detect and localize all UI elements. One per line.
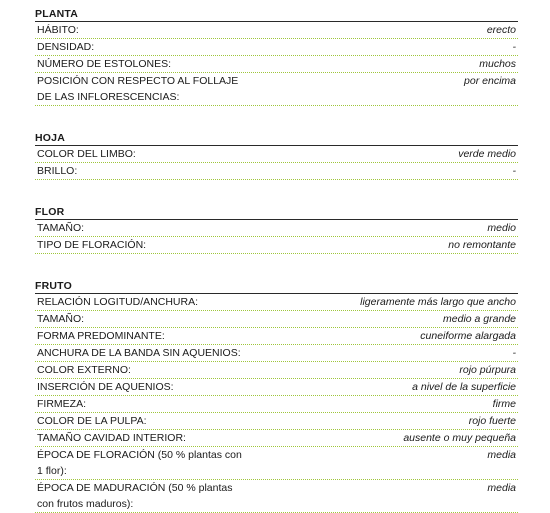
section-hoja xyxy=(35,131,518,180)
table-row xyxy=(35,56,518,73)
row-value: media xyxy=(487,482,516,494)
table-row xyxy=(35,345,518,362)
table-row xyxy=(35,39,518,56)
variety-sheet xyxy=(35,7,518,513)
row-value: medio a grande xyxy=(443,313,516,325)
row-label: TAMAÑO CAVIDAD INTERIOR: xyxy=(37,432,186,444)
row-label: ANCHURA DE LA BANDA SIN AQUENIOS: xyxy=(37,347,241,359)
row-label: COLOR EXTERNO: xyxy=(37,364,131,376)
row-label: FORMA PREDOMINANTE: xyxy=(37,330,165,342)
row-value: media xyxy=(487,449,516,461)
row-label: ÉPOCA DE FLORACIÓN (50 % plantas con 1 flor): xyxy=(37,449,242,477)
row-label: FIRMEZA: xyxy=(37,398,86,410)
row-label: TAMAÑO: xyxy=(37,313,85,325)
table-row xyxy=(35,362,518,379)
table-row xyxy=(35,328,518,345)
row-label: POSICIÓN CON RESPECTO AL FOLLAJE DE LAS INFLORESCENCIAS: xyxy=(37,75,239,103)
table-row xyxy=(35,311,518,328)
section-fruto xyxy=(35,279,518,513)
row-value: verde medio xyxy=(458,148,516,160)
section-flor xyxy=(35,205,518,254)
row-value: - xyxy=(512,165,516,177)
row-value: erecto xyxy=(486,24,516,36)
table-row xyxy=(35,447,518,480)
table-row xyxy=(35,413,518,430)
row-value: - xyxy=(512,41,516,53)
table-row xyxy=(35,379,518,396)
row-value: - xyxy=(512,347,516,359)
row-value: rojo púrpura xyxy=(459,364,516,376)
row-label: BRILLO: xyxy=(37,165,78,177)
row-value: firme xyxy=(492,398,516,410)
section-title: PLANTA xyxy=(35,7,518,22)
row-value: no remontante xyxy=(448,239,516,251)
row-value: medio xyxy=(487,222,516,234)
section-title: HOJA xyxy=(35,131,518,146)
row-value: por encima xyxy=(464,75,516,87)
table-row xyxy=(35,22,518,39)
row-value: muchos xyxy=(479,58,516,70)
row-label: COLOR DE LA PULPA: xyxy=(37,415,147,427)
section-title: FRUTO xyxy=(35,279,518,294)
section-title: FLOR xyxy=(35,205,518,220)
row-value: ligeramente más largo que ancho xyxy=(360,296,516,308)
table-row xyxy=(35,237,518,254)
row-value: ausente o muy pequeña xyxy=(403,432,516,444)
row-label: NÚMERO DE ESTOLONES: xyxy=(37,58,171,70)
row-label: INSERCIÓN DE AQUENIOS: xyxy=(37,381,174,393)
row-label: ÉPOCA DE MADURACIÓN (50 % plantas con frutos maduros): xyxy=(37,482,233,510)
table-row xyxy=(35,163,518,180)
row-label: DENSIDAD: xyxy=(37,41,95,53)
table-row xyxy=(35,146,518,163)
section-planta xyxy=(35,7,518,106)
row-label: RELACIÓN LOGITUD/ANCHURA: xyxy=(37,296,199,308)
row-label: TAMAÑO: xyxy=(37,222,85,234)
table-row xyxy=(35,73,518,106)
row-label: HÁBITO: xyxy=(37,24,79,36)
row-label: COLOR DEL LIMBO: xyxy=(37,148,136,160)
table-row xyxy=(35,294,518,311)
table-row xyxy=(35,430,518,447)
table-row xyxy=(35,396,518,413)
row-value: a nivel de la superficie xyxy=(412,381,516,393)
row-value: rojo fuerte xyxy=(468,415,516,427)
row-value: cuneiforme alargada xyxy=(420,330,516,342)
row-label: TIPO DE FLORACIÓN: xyxy=(37,239,147,251)
table-row xyxy=(35,480,518,513)
table-row xyxy=(35,220,518,237)
